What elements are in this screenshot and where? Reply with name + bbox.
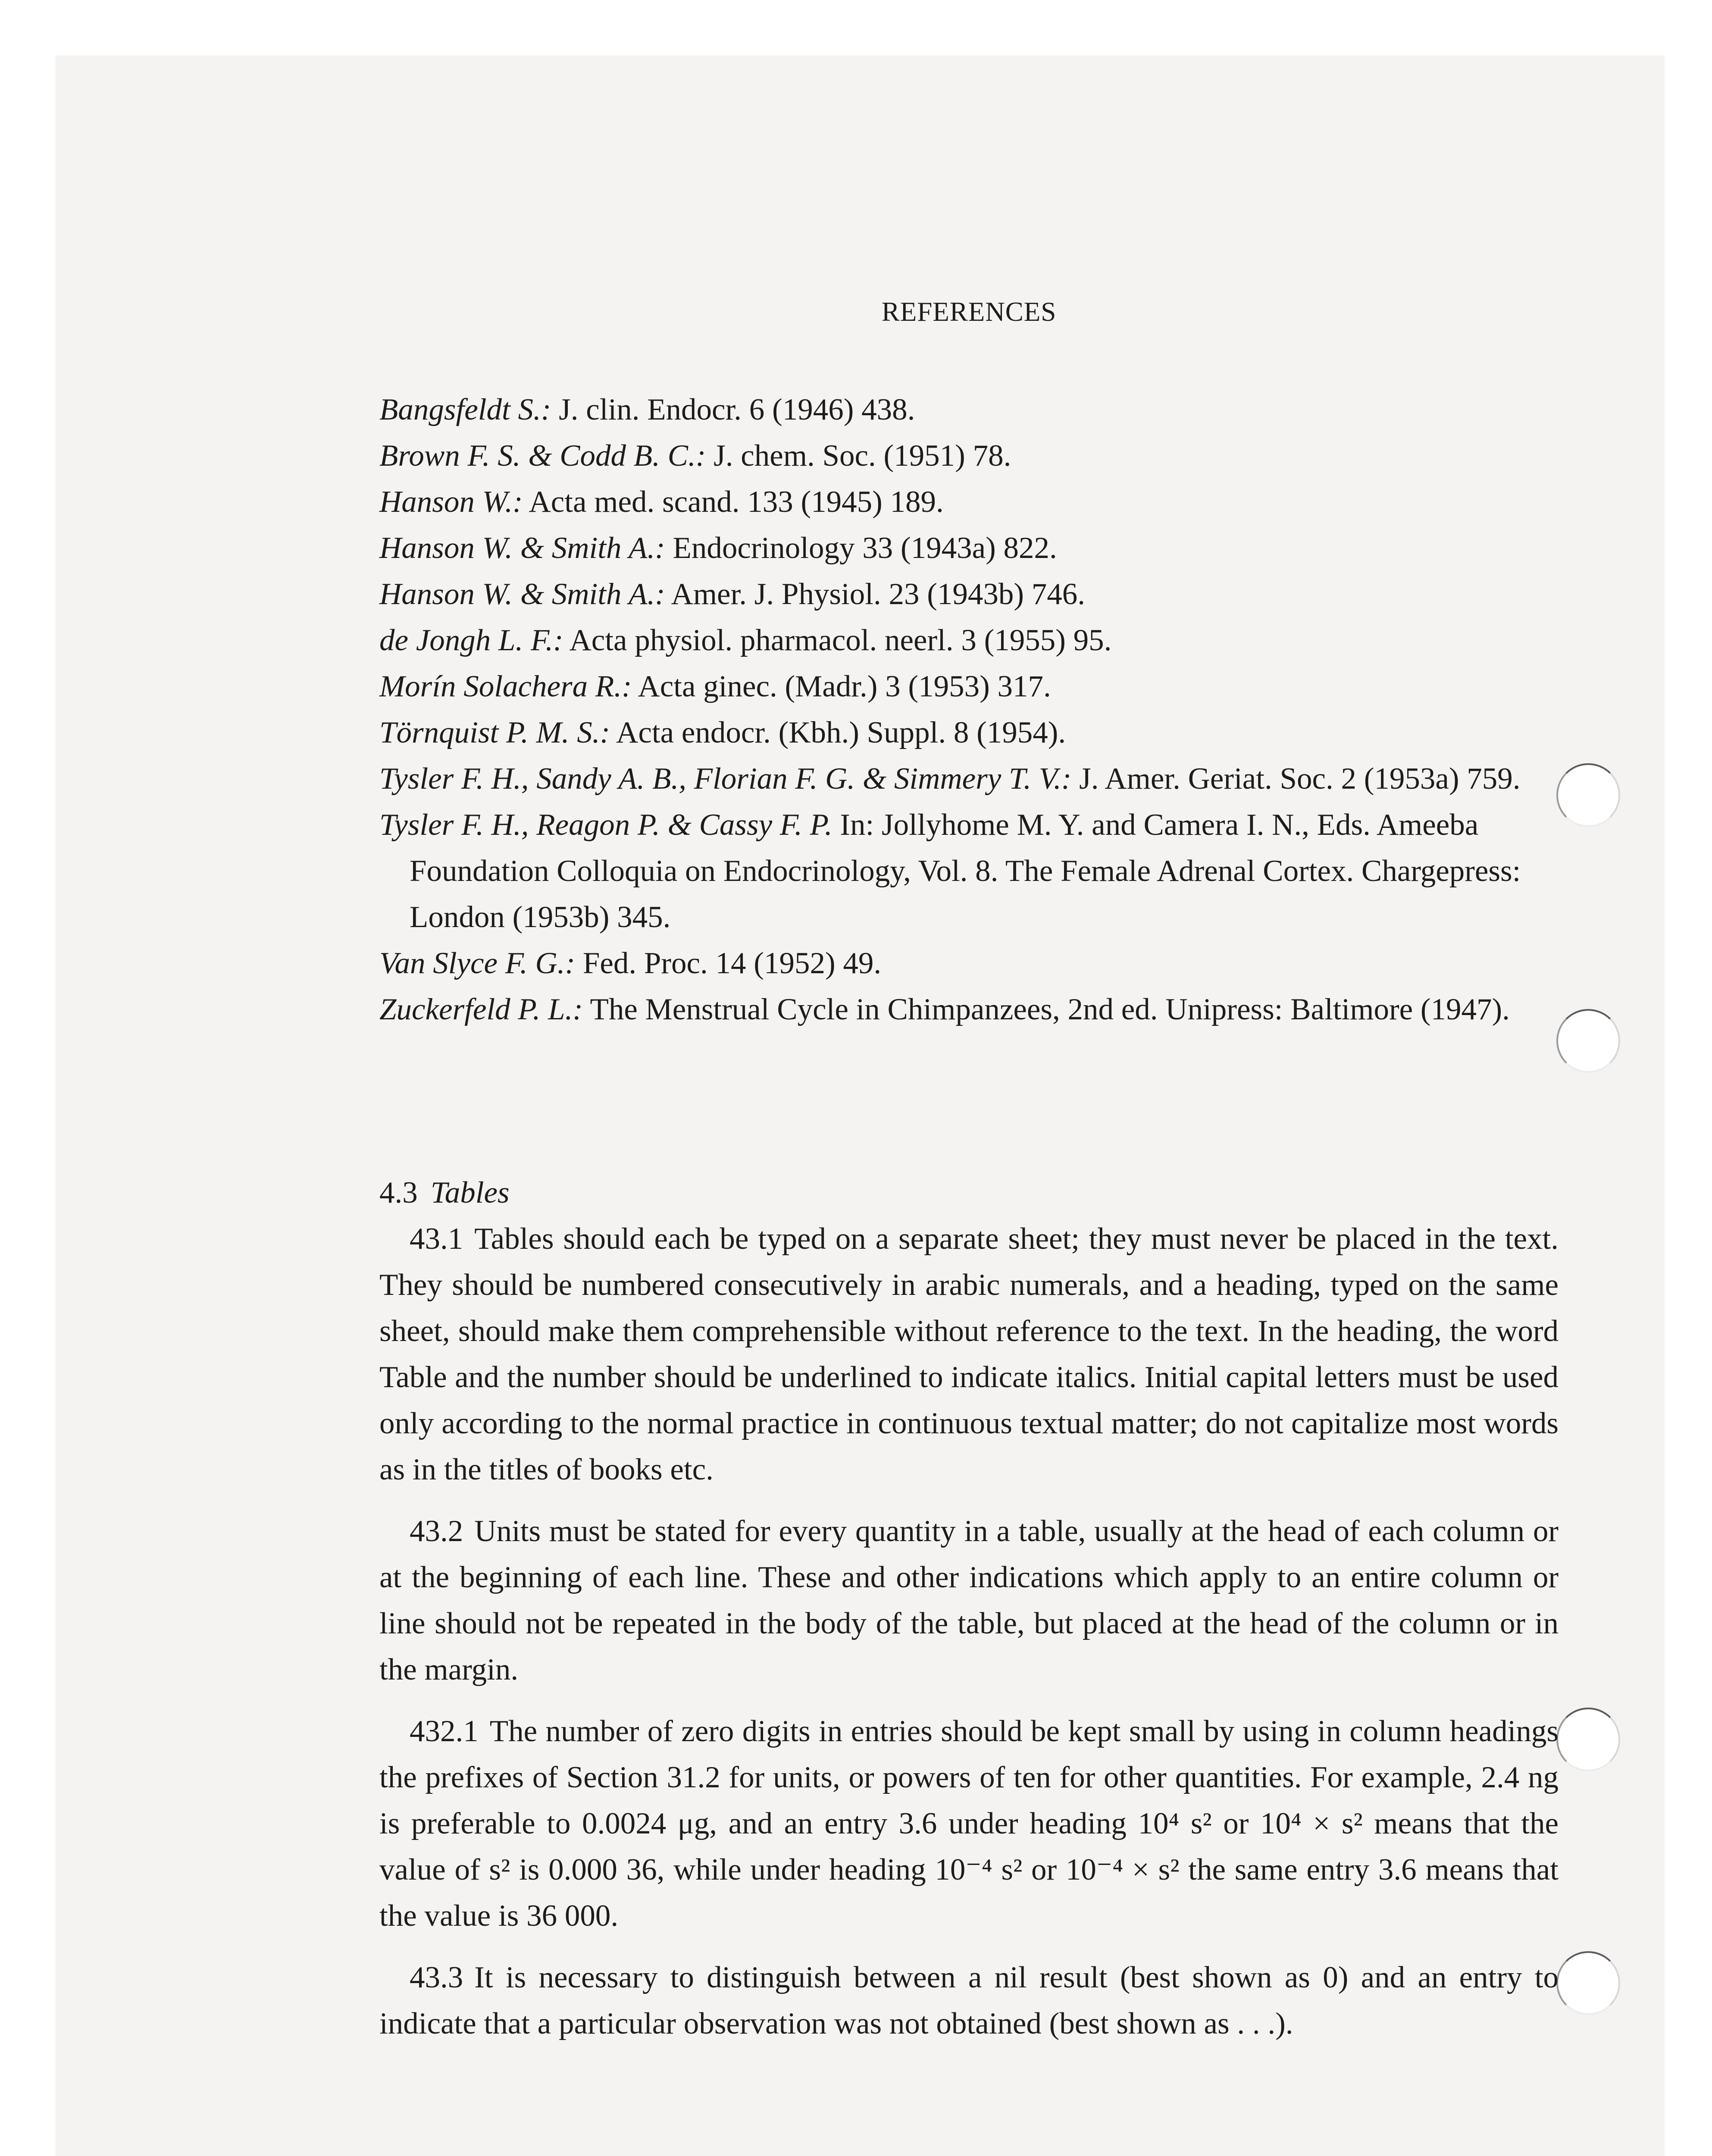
section-heading [379, 1170, 1559, 1216]
reference-entry [379, 756, 1559, 802]
reference-citation: J. clin. Endocr. 6 (1946) 438. [551, 393, 915, 426]
reference-citation: Acta ginec. (Madr.) 3 (1953) 317. [632, 670, 1051, 703]
reference-citation: Acta med. scand. 133 (1945) 189. [523, 485, 944, 519]
paragraph [379, 1955, 1559, 2047]
reference-entry [379, 433, 1559, 479]
paragraph-number: 43.2 [410, 1514, 463, 1548]
reference-authors: Hanson W.: [379, 485, 523, 519]
reference-entry [379, 571, 1559, 617]
reference-authors: Hanson W. & Smith A.: [379, 577, 665, 611]
reference-authors: Bangsfeldt S.: [379, 393, 551, 426]
reference-authors: Morín Solachera R.: [379, 670, 632, 703]
punch-hole-1 [1556, 763, 1620, 827]
paragraph-text: Tables should each be typed on a separate sheet; they must never be placed in the text. They should be numbered consecutively in arabic numerals, and a heading, typed on the same sheet, should make them comprehensible without reference to the text. In the heading, the word Table and the number should be underlined to indicate italics. Initial capital letters must be used only according to the normal practice in continuous textual matter; do not capitalize most words as in the titles of books etc. [379, 1222, 1559, 1486]
reference-citation: The Menstrual Cycle in Chimpanzees, 2nd ed. Unipress: Baltimore (1947). [582, 993, 1510, 1026]
section-number: 4.3 [379, 1176, 418, 1210]
paragraph-number: 432.1 [410, 1714, 479, 1748]
reference-citation: J. chem. Soc. (1951) 78. [706, 439, 1011, 473]
punch-hole-4 [1556, 1951, 1620, 2015]
reference-authors: Hanson W. & Smith A.: [379, 531, 665, 565]
paragraph-text: Units must be stated for every quantity in a table, usually at the head of each column or at the beginning of each line. These and other indications which apply to an entire column or line should not be repeated in the body of the table, but placed at the head of the column or in the margin. [379, 1514, 1559, 1686]
reference-authors: Van Slyce F. G.: [379, 946, 576, 980]
reference-entry [379, 525, 1559, 571]
reference-entry [379, 802, 1559, 940]
reference-entry [379, 387, 1559, 433]
reference-entry [379, 987, 1559, 1033]
reference-citation: J. Amer. Geriat. Soc. 2 (1953a) 759. [1071, 762, 1521, 796]
page-content [379, 289, 1559, 2062]
reference-citation: In: Jollyhome M. Y. and Camera I. N., Eds. Ameeba Foundation Colloquia on Endocrinology, Vol. 8. The Female Adrenal Cortex. Chargepress: London (1953b) 345. [410, 808, 1521, 934]
paragraph-text: It is necessary to distinguish between a nil result (best shown as 0) and an entry to indicate that a particular observation was not obtained (best shown as . . .). [379, 1961, 1559, 2040]
references-heading: REFERENCES [881, 297, 1057, 327]
paragraph [379, 1216, 1559, 1493]
punch-hole-2 [1556, 1009, 1620, 1073]
reference-authors: Törnquist P. M. S.: [379, 716, 610, 749]
reference-authors: de Jongh L. F.: [379, 624, 563, 657]
reference-authors: Tysler F. H., Reagon P. & Cassy F. P. [379, 808, 833, 842]
reference-entry [379, 940, 1559, 987]
punch-hole-3 [1556, 1708, 1620, 1771]
reference-authors: Brown F. S. & Codd B. C.: [379, 439, 706, 473]
reference-authors: Tysler F. H., Sandy A. B., Florian F. G. & Simmery T. V.: [379, 762, 1072, 796]
paragraph-number: 43.3 [410, 1961, 463, 1994]
reference-entry [379, 710, 1559, 756]
reference-authors: Zuckerfeld P. L.: [379, 993, 583, 1026]
paragraph-text: The number of zero digits in entries should be kept small by using in column headings the prefixes of Section 31.2 for units, or powers of ten for other quantities. For example, 2.4 ng is preferable to 0.0024 μg, and an entry 3.6 under heading 10⁴ s² or 10⁴ × s² means that the value of s² is 0.000 36, while under heading 10⁻⁴ s² or 10⁻⁴ × s² the same entry 3.6 means that the value is 36 000. [379, 1714, 1559, 1933]
section-title: Tables [430, 1176, 510, 1210]
reference-citation: Acta physiol. pharmacol. neerl. 3 (1955) 95. [563, 624, 1112, 657]
paragraph [379, 1708, 1559, 1939]
reference-citation: Acta endocr. (Kbh.) Suppl. 8 (1954). [610, 716, 1066, 749]
reference-citation: Amer. J. Physiol. 23 (1943b) 746. [665, 577, 1086, 611]
reference-list [379, 387, 1559, 1033]
paragraph-number: 43.1 [410, 1222, 463, 1256]
reference-entry [379, 664, 1559, 710]
document-page [56, 56, 1664, 2156]
reference-citation: Endocrinology 33 (1943a) 822. [665, 531, 1057, 565]
reference-entry [379, 617, 1559, 664]
reference-citation: Fed. Proc. 14 (1952) 49. [575, 946, 882, 980]
paragraph [379, 1508, 1559, 1693]
reference-entry [379, 479, 1559, 525]
